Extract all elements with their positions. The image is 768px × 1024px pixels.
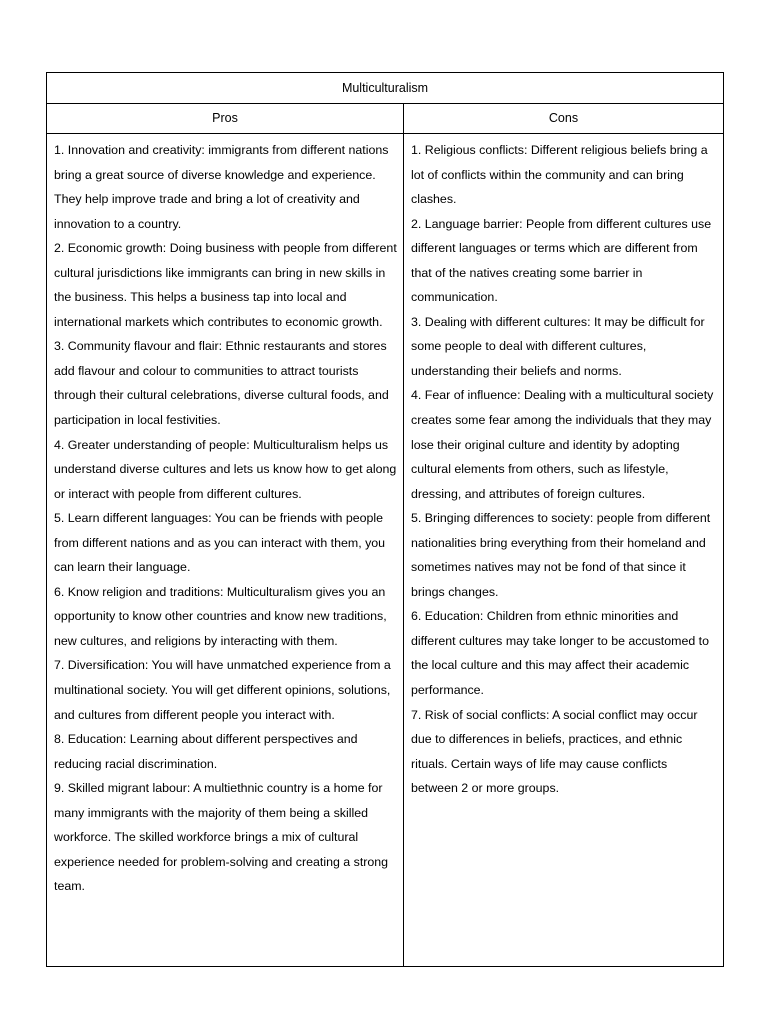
cons-header: Cons — [404, 104, 724, 134]
table-title: Multiculturalism — [47, 73, 724, 104]
pros-item-3: 3. Community flavour and flair: Ethnic restaurants and stores add flavour and colour to communities to attract tourists through their cultural celebrations, diverse cultural foods, and participation in local festivities. — [54, 339, 389, 428]
pros-list — [47, 134, 403, 899]
pros-cell — [47, 134, 404, 967]
pros-item-4: 4. Greater understanding of people: Multiculturalism helps us understand diverse cultures and lets us know how to get along or interact with people from different cultures. — [54, 437, 397, 501]
cons-list — [404, 134, 723, 801]
cons-item-5: 5. Bringing differences to society: people from different nationalities bring everything from their homeland and sometimes natives may not be fond of that since it brings changes. — [411, 511, 711, 599]
pros-item-9: 9. Skilled migrant labour: A multiethnic country is a home for many immigrants with the majority of them being a skilled workforce. The skilled workforce brings a mix of cultural experience needed for problem-solving and creating a strong team. — [54, 781, 389, 894]
pros-item-5: 5. Learn different languages: You can be friends with people from different nations and as you can interact with them, you can learn their language. — [54, 511, 386, 575]
title-row — [47, 73, 724, 104]
cons-item-7: 7. Risk of social conflicts: A social conflict may occur due to differences in beliefs, practices, and ethnic rituals. Certain ways of life may cause conflicts between 2 or more groups. — [411, 707, 698, 796]
cons-item-6: 6. Education: Children from ethnic minorities and different cultures may take longer to be accustomed to the local culture and this may affect their academic performance. — [411, 609, 709, 698]
cons-item-4: 4. Fear of influence: Dealing with a multicultural society creates some fear among the individuals that they may lose their original culture and identity by adopting cultural elements from others, such as lifestyle, dressing, and attributes of foreign cultures. — [411, 388, 714, 501]
cons-cell — [404, 134, 724, 967]
cons-item-1: 1. Religious conflicts: Different religious beliefs bring a lot of conflicts within the community and can bring clashes. — [411, 143, 708, 207]
cons-item-3: 3. Dealing with different cultures: It may be difficult for some people to deal with different cultures, understanding their beliefs and norms. — [411, 314, 705, 378]
content-row — [47, 134, 724, 967]
pros-item-1: 1. Innovation and creativity: immigrants from different nations bring a great source of diverse knowledge and experience. They help improve trade and bring a lot of creativity and innovation to a country. — [54, 143, 389, 231]
pros-header: Pros — [47, 104, 404, 134]
pros-item-6: 6. Know religion and traditions: Multiculturalism gives you an opportunity to know other countries and know new traditions, new cultures, and religions by interacting with them. — [54, 584, 387, 648]
pros-item-7: 7. Diversification: You will have unmatched experience from a multinational society. You will get different opinions, solutions, and cultures from different people you interact with. — [54, 658, 391, 722]
header-row — [47, 104, 724, 134]
pros-item-2: 2. Economic growth: Doing business with people from different cultural jurisdictions like immigrants can bring in new skills in the business. This helps a business tap into local and international markets which contributes to economic growth. — [54, 241, 397, 329]
pros-item-8: 8. Education: Learning about different perspectives and reducing racial discrimination. — [54, 732, 358, 771]
cons-item-2: 2. Language barrier: People from different cultures use different languages or terms which are different from that of the natives creating some barrier in communication. — [411, 216, 712, 305]
multiculturalism-table — [46, 72, 724, 967]
